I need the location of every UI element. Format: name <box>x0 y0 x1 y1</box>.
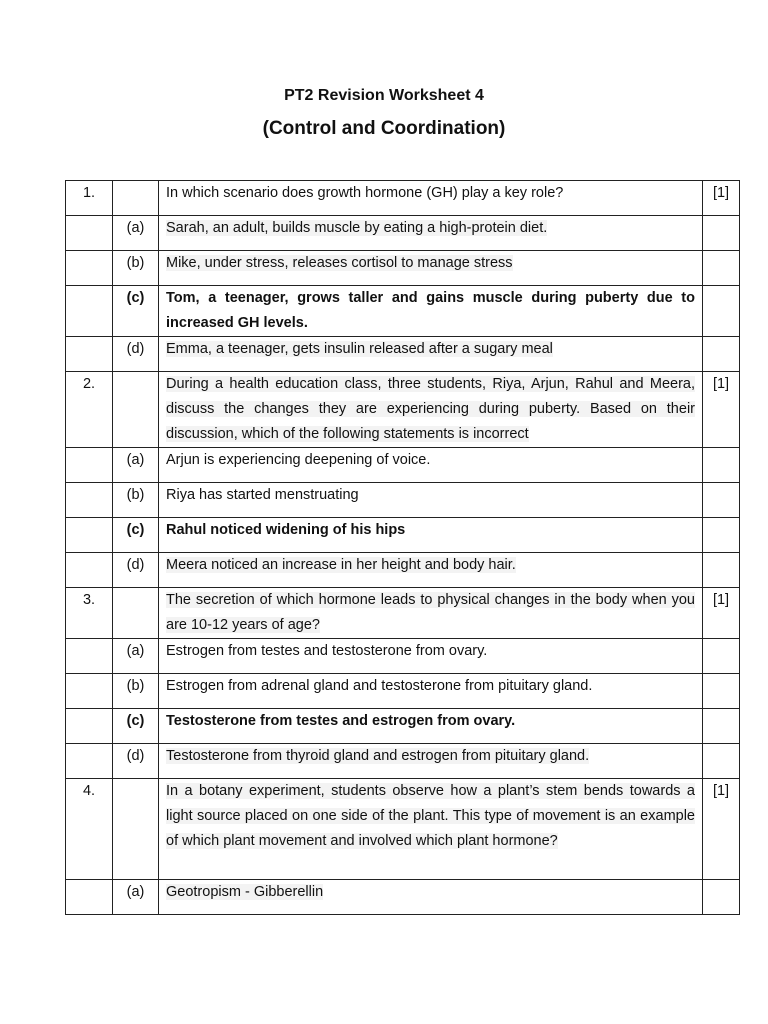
question-marks: [1] <box>703 779 740 880</box>
option-label: (a) <box>113 639 159 674</box>
option-text: Mike, under stress, releases cortisol to manage stress <box>159 251 703 286</box>
option-row <box>66 674 740 709</box>
option-text: Estrogen from testes and testosterone from ovary. <box>159 639 703 674</box>
option-row <box>66 251 740 286</box>
option-label-cell <box>113 181 159 216</box>
option-label: (a) <box>113 448 159 483</box>
option-label: (d) <box>113 337 159 372</box>
question-row <box>66 779 740 880</box>
question-text: During a health education class, three students, Riya, Arjun, Rahul and Meera, discuss the changes they are experiencing during puberty. Based on their discussion, which of the following statements is incorrect <box>159 372 703 448</box>
option-row <box>66 880 740 915</box>
question-marks: [1] <box>703 588 740 639</box>
question-number: 4. <box>66 779 113 880</box>
question-text: In a botany experiment, students observe how a plant’s stem bends towards a light source placed on one side of the plant. This type of movement is an example of which plant movement and involved which plant hormone? <box>159 779 703 880</box>
option-row <box>66 216 740 251</box>
option-label: (d) <box>113 553 159 588</box>
question-row <box>66 181 740 216</box>
option-row <box>66 483 740 518</box>
option-label: (b) <box>113 483 159 518</box>
option-label: (b) <box>113 674 159 709</box>
question-marks: [1] <box>703 372 740 448</box>
option-text: Tom, a teenager, grows taller and gains muscle during puberty due to increased GH levels. <box>159 286 703 337</box>
option-row <box>66 448 740 483</box>
option-text: Estrogen from adrenal gland and testosterone from pituitary gland. <box>159 674 703 709</box>
option-row <box>66 553 740 588</box>
option-text: Arjun is experiencing deepening of voice. <box>159 448 703 483</box>
option-label: (c) <box>113 709 159 744</box>
option-text: Riya has started menstruating <box>159 483 703 518</box>
option-row-correct <box>66 518 740 553</box>
option-text: Geotropism - Gibberellin <box>159 880 703 915</box>
worksheet-subtitle: (Control and Coordination) <box>262 118 506 139</box>
option-row <box>66 744 740 779</box>
question-text: The secretion of which hormone leads to physical changes in the body when you are 10-12 years of age? <box>159 588 703 639</box>
option-label: (a) <box>113 880 159 915</box>
option-label: (b) <box>113 251 159 286</box>
question-table <box>65 180 740 915</box>
option-text: Testosterone from thyroid gland and estrogen from pituitary gland. <box>159 744 703 779</box>
question-number: 1. <box>66 181 113 216</box>
question-number: 2. <box>66 372 113 448</box>
question-row <box>66 588 740 639</box>
option-text: Meera noticed an increase in her height and body hair. <box>159 553 703 588</box>
option-text: Sarah, an adult, builds muscle by eating a high-protein diet. <box>159 216 703 251</box>
worksheet-title: PT2 Revision Worksheet 4 <box>284 87 484 104</box>
option-label: (d) <box>113 744 159 779</box>
option-row-correct <box>66 709 740 744</box>
question-number: 3. <box>66 588 113 639</box>
option-label: (c) <box>113 518 159 553</box>
option-row <box>66 639 740 674</box>
option-row <box>66 337 740 372</box>
option-text: Rahul noticed widening of his hips <box>159 518 703 553</box>
option-label: (c) <box>113 286 159 337</box>
option-label: (a) <box>113 216 159 251</box>
option-text: Emma, a teenager, gets insulin released after a sugary meal <box>159 337 703 372</box>
question-row <box>66 372 740 448</box>
option-text: Testosterone from testes and estrogen from ovary. <box>159 709 703 744</box>
question-marks: [1] <box>703 181 740 216</box>
option-row-correct <box>66 286 740 337</box>
question-text: In which scenario does growth hormone (GH) play a key role? <box>159 181 703 216</box>
